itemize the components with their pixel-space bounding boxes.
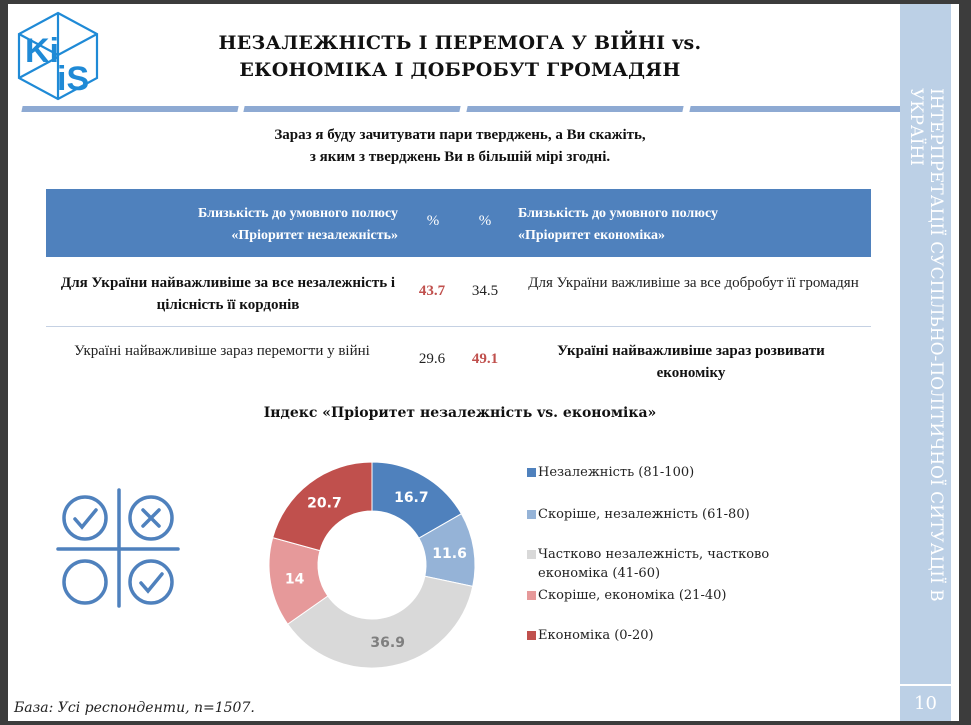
legend-label-3: Частково незалежність, частково економіка (41-60)	[538, 547, 770, 581]
legend-label-2: Скоріше, незалежність (61-80)	[538, 507, 750, 522]
question-line-2: з яким з тверджень Ви в більшій мірі згодні.	[309, 149, 611, 165]
legend-item-2	[527, 505, 817, 524]
header-rule-4	[689, 106, 906, 112]
kiis-logo	[13, 10, 103, 102]
logo-text-ki: Ki	[25, 32, 59, 70]
header-right-line-1: Близькість до умовного полюсу	[518, 206, 718, 221]
header-left-line-1: Близькість до умовного полюсу	[198, 206, 398, 221]
row-right-value: 49.1	[471, 351, 499, 367]
choice-grid-icon	[50, 486, 190, 610]
legend-label-5: Економіка (0-20)	[538, 628, 654, 643]
header-independence-pole	[46, 203, 398, 247]
legend-label-1: Незалежність (81-100)	[538, 465, 695, 480]
legend-item-3	[527, 545, 817, 583]
logo-text-is: iS	[57, 60, 90, 98]
table-row	[46, 330, 871, 396]
legend-swatch-4	[527, 591, 536, 600]
legend-swatch-2	[527, 510, 536, 519]
header-rule-2	[243, 106, 460, 112]
legend-label-4: Скоріше, економіка (21-40)	[538, 588, 727, 603]
legend-item-5	[527, 626, 817, 645]
legend-swatch-1	[527, 468, 536, 477]
row-right-statement: Україні найважливіше зараз розвивати економіку	[557, 343, 825, 381]
header-pct-left: %	[426, 213, 440, 229]
donut-chart	[260, 450, 490, 680]
chart-title: Індекс «Пріоритет незалежність vs. економіка»	[263, 405, 657, 421]
page-number: 10	[914, 693, 937, 714]
header-economy-pole	[518, 203, 858, 247]
donut-data-label-2: 11.6	[432, 545, 467, 562]
row-left-value: 43.7	[418, 283, 446, 299]
row-left-statement: Україні найважливіше зараз перемогти у війні	[74, 343, 370, 359]
legend-item-4	[527, 586, 817, 605]
row-right-statement: Для України важливіше за все добробут її громадян	[528, 275, 859, 291]
sidebar-section-title: ІНТЕРПРЕТАЦІЇ СУСПІЛЬНО-ПОЛІТИЧНОЇ СИТУАЦІЇ В УКРАЇНІ	[906, 88, 946, 602]
title-line-2: ЕКОНОМІКА І ДОБРОБУТ ГРОМАДЯН	[239, 59, 681, 81]
donut-data-label-3: 36.9	[370, 634, 405, 651]
row-separator	[46, 326, 871, 327]
header-right-line-2: «Пріоритет економіка»	[518, 228, 666, 243]
question-line-1: Зараз я буду зачитувати пари тверджень, а Ви скажіть,	[274, 127, 646, 143]
donut-data-label-5: 20.7	[307, 495, 342, 512]
legend-item-1	[527, 463, 817, 482]
table-row	[46, 262, 871, 328]
row-left-statement: Для України найважливіше за все незалежність і цілісність її кордонів	[60, 275, 396, 313]
header-rule-3	[466, 106, 683, 112]
footnote-base: База: Усі респонденти, n=1507.	[14, 700, 255, 716]
row-right-value: 34.5	[471, 283, 499, 299]
donut-data-label-4: 14	[284, 571, 305, 588]
survey-question	[160, 124, 760, 168]
header-pct-right: %	[478, 213, 492, 229]
header-rule-1	[21, 106, 238, 112]
donut-data-label-1: 16.7	[394, 490, 429, 507]
legend-swatch-3	[527, 550, 536, 559]
header-left-line-2: «Пріоритет незалежність»	[231, 228, 398, 243]
row-left-value: 29.6	[418, 351, 446, 367]
page-title	[180, 30, 740, 84]
title-line-1: НЕЗАЛЕЖНІСТЬ І ПЕРЕМОГА У ВІЙНІ vs.	[218, 32, 702, 54]
table-header	[46, 189, 871, 257]
legend-swatch-5	[527, 631, 536, 640]
